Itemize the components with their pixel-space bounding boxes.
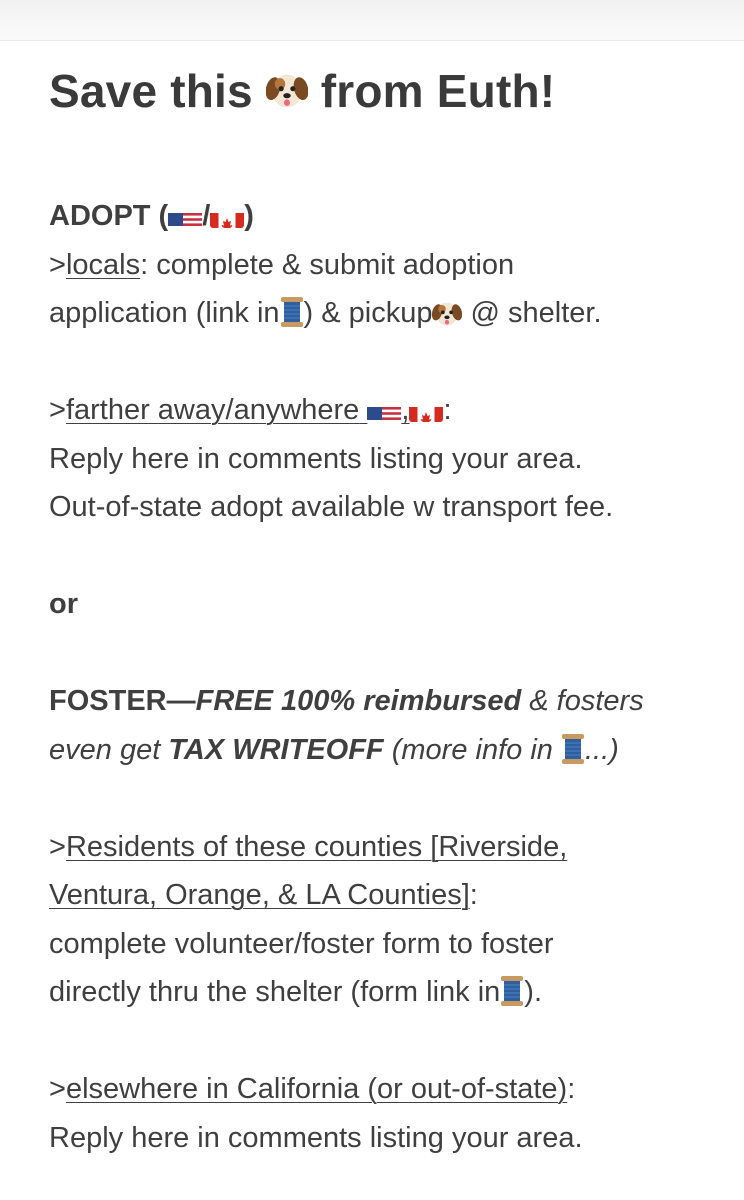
farther-marker: >: [49, 394, 66, 426]
direct-end: ).: [524, 976, 542, 1008]
adopt-close-paren: ): [244, 200, 254, 232]
locals-label: locals: [65, 248, 141, 281]
farther-colon: :: [443, 394, 452, 426]
dog-face-icon: [432, 295, 462, 323]
canada-flag-icon: [210, 204, 244, 228]
ellipsis-text: ...): [584, 733, 619, 766]
counties-label: Ventura, Orange, & LA Counties]: [49, 879, 470, 911]
page-title: [49, 60, 729, 122]
us-flag-icon: [168, 204, 202, 228]
adopt-section: [49, 192, 729, 532]
canada-flag-icon: [409, 398, 443, 422]
counties-line: [49, 871, 729, 920]
shelter-text: @ shelter.: [462, 297, 602, 329]
foster-heading: [49, 677, 729, 726]
locals-marker: >: [49, 248, 66, 281]
elsewhere-line: [49, 1065, 729, 1114]
even-get-text: even get: [49, 733, 169, 766]
adopt-reply-line: Reply here in comments listing your area.: [49, 442, 583, 475]
dog-face-icon: [266, 64, 308, 104]
farther-label: [66, 394, 444, 426]
top-bar: [0, 0, 744, 41]
elsewhere-marker: >: [49, 1073, 66, 1105]
tax-line: [49, 726, 729, 775]
and-fosters-text: & fosters: [521, 685, 644, 717]
adopt-slash: /: [202, 200, 211, 232]
more-info-text: (more info in: [383, 733, 561, 766]
locals-line: [49, 241, 729, 290]
free-reimbursed-text: FREE 100% reimbursed: [195, 685, 522, 717]
farther-line: [49, 386, 729, 435]
tax-writeoff-text: TAX WRITEOFF: [168, 733, 384, 766]
thread-spool-icon: [561, 732, 585, 764]
note-document: [49, 60, 729, 1162]
farther-comma: ,: [401, 394, 410, 426]
title-text-start: Save this: [49, 65, 253, 117]
adopt-heading-text: ADOPT (: [49, 200, 169, 232]
residents-line: [49, 823, 729, 872]
elsewhere-colon: :: [567, 1073, 576, 1105]
residents-label: Residents of these counties [Riverside,: [65, 830, 568, 863]
elsewhere-label: elsewhere in California (or out-of-state): [65, 1073, 568, 1105]
us-flag-icon: [367, 398, 401, 422]
application-line: [49, 289, 729, 338]
thread-spool-icon: [280, 295, 304, 327]
locals-text: : complete & submit adoption: [140, 248, 515, 281]
or-divider: or: [49, 588, 78, 620]
foster-reply-line: Reply here in comments listing your area.: [49, 1121, 583, 1154]
title-text-end: from Euth!: [320, 65, 556, 117]
counties-colon: :: [469, 879, 478, 911]
pickup-text: ) & pickup: [303, 297, 433, 329]
foster-section: [49, 677, 729, 1162]
direct-line: [49, 968, 729, 1017]
volunteer-form-line: complete volunteer/foster form to foster: [49, 927, 554, 960]
direct-text: directly thru the shelter (form link in: [49, 976, 501, 1008]
foster-heading-text: FOSTER—: [49, 685, 196, 717]
application-text: application (link in: [49, 297, 280, 329]
residents-marker: >: [49, 830, 66, 863]
thread-spool-icon: [500, 974, 524, 1006]
farther-label-text: farther away/anywhere: [65, 394, 360, 426]
adopt-heading: [49, 192, 729, 241]
out-of-state-line: Out-of-state adopt available w transport fee.: [49, 491, 614, 523]
